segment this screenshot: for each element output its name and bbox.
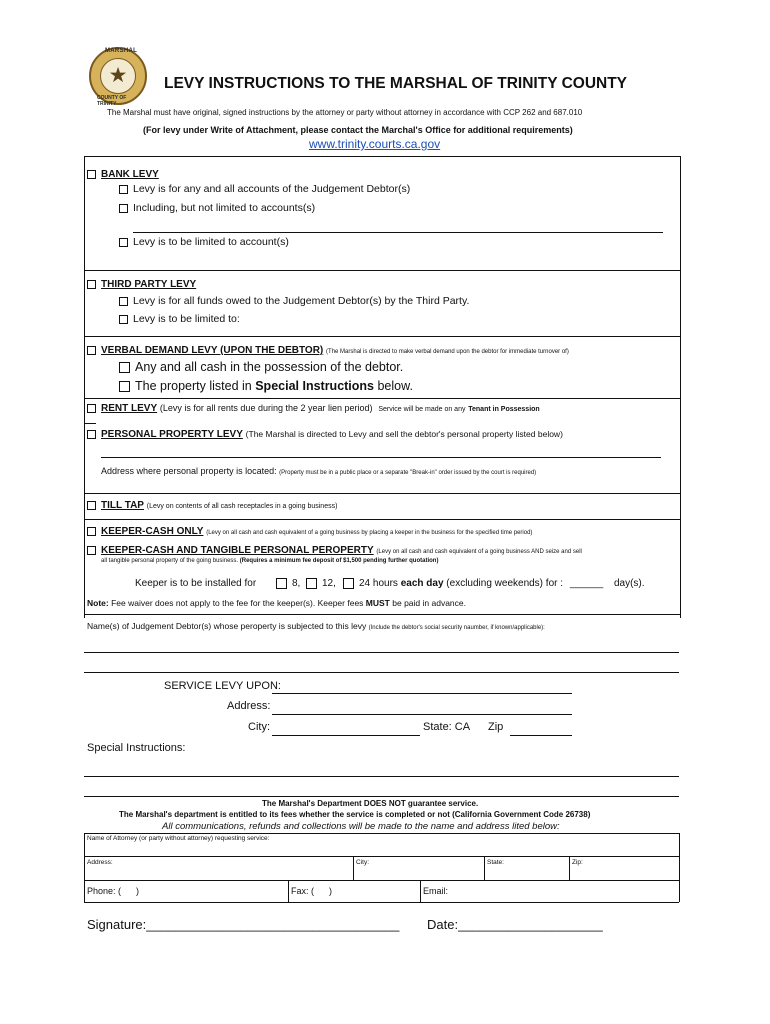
verbal-opt2-label: The property listed in <box>135 379 252 393</box>
fee-note <box>87 598 466 608</box>
table-border <box>84 833 85 902</box>
rent-levy-option[interactable] <box>87 403 540 414</box>
keeper-tangible-desc2: all tangible personal property of the going business. <box>101 558 239 564</box>
debtor-names-note: (Include the debtor's social security naumber, if known/applicable): <box>368 625 545 631</box>
keeper-each-day: each day <box>400 578 444 590</box>
subtitle: The Marshal must have original, signed instructions by the attorney or party without attorney in accordance with CCP 262 and 687.010 <box>107 108 583 117</box>
table-border <box>288 880 289 902</box>
page-title: LEVY INSTRUCTIONS TO THE MARSHAL OF TRINITY COUNTY <box>164 75 628 92</box>
date-field[interactable]: Date:____________________ <box>427 917 603 932</box>
table-border <box>84 833 679 834</box>
keeper-8-option[interactable] <box>276 578 300 589</box>
fee-note-text: Fee waiver does not apply to the fee for the keeper(s). Keeper fees <box>111 598 364 608</box>
verbal-demand-checkbox[interactable] <box>87 346 96 355</box>
bank-opt1[interactable] <box>119 183 410 195</box>
form-state-field[interactable]: State: <box>487 859 504 866</box>
divider <box>84 493 680 494</box>
bank-opt3-checkbox[interactable] <box>119 238 128 247</box>
form-zip-field[interactable]: Zip: <box>572 859 583 866</box>
bank-levy-heading: BANK LEVY <box>101 169 159 180</box>
third-party-checkbox[interactable] <box>87 280 96 289</box>
service-city-label: City: <box>248 721 270 733</box>
table-border <box>84 902 679 903</box>
personal-address-note: (Property must be in a public place or a separate "Break-in" order issued by the court is required) <box>279 470 537 476</box>
signature-field[interactable]: Signature:___________________________________ <box>87 917 400 932</box>
bank-opt1-label: Levy is for any and all accounts of the Judgement Debtor(s) <box>133 183 411 195</box>
personal-property-line[interactable] <box>101 457 661 458</box>
keeper-12-label: 12, <box>322 578 336 590</box>
keeper-cash-heading: KEEPER-CASH ONLY <box>101 526 204 537</box>
bank-opt3[interactable] <box>119 236 289 248</box>
special-instructions-line-1[interactable] <box>84 776 679 777</box>
personal-property-heading: PERSONAL PROPERTY LEVY <box>101 429 243 440</box>
box-right-border <box>680 156 681 618</box>
divider <box>84 336 680 337</box>
form-city-field[interactable]: City: <box>356 859 369 866</box>
box-left-border <box>84 156 85 618</box>
attorney-name-field[interactable]: Name of Attorney (or party without attorney) requesting service: <box>87 835 270 842</box>
third-party-heading: THIRD PARTY LEVY <box>101 279 197 290</box>
third-opt2-checkbox[interactable] <box>119 315 128 324</box>
debtor-names-label: Name(s) of Judgement Debtor(s) whose peroperty is subjected to this levy <box>87 621 367 631</box>
special-instructions-line-2[interactable] <box>84 796 679 797</box>
third-opt2-label: Levy is to be limited to: <box>133 313 240 325</box>
special-instructions-label: Special Instructions: <box>87 742 186 754</box>
keeper-cash-option[interactable] <box>87 526 532 537</box>
service-zip-label: Zip <box>488 721 504 733</box>
table-border <box>679 833 680 902</box>
keeper-12-checkbox[interactable] <box>306 578 317 589</box>
seal-bottom-text: COUNTY OF TRINITY <box>97 95 127 107</box>
debtor-names-line-2[interactable] <box>84 672 679 673</box>
verbal-demand-option[interactable] <box>87 345 569 356</box>
personal-property-desc: (The Marshal is directed to Levy and sell the debtor's personal property listed below) <box>245 429 563 439</box>
table-border <box>569 856 570 880</box>
keeper-tangible-desc: (Levy on all cash and cash equivalent of a going business AND seize and sell <box>376 549 582 555</box>
divider <box>84 398 680 399</box>
rent-service-text: Service will be made on any <box>378 406 466 413</box>
marshal-seal-logo <box>89 47 147 105</box>
bank-opt2-label: Including, but not limited to accounts(s) <box>133 202 316 214</box>
bank-opt2[interactable] <box>119 202 315 214</box>
verbal-opt1[interactable] <box>119 360 403 374</box>
keeper-8-checkbox[interactable] <box>276 578 287 589</box>
form-phone-field[interactable]: Phone: ( ) <box>87 886 140 896</box>
disclaimer-line-3: All communications, refunds and collections will be made to the name and address lited below: <box>162 821 560 832</box>
keeper-8-label: 8, <box>292 578 301 590</box>
table-border <box>420 880 421 902</box>
table-border <box>84 880 679 881</box>
till-tap-heading: TILL TAP <box>101 500 144 511</box>
service-city-line[interactable] <box>272 735 420 736</box>
till-tap-option[interactable] <box>87 500 337 511</box>
verbal-demand-heading: VERBAL DEMAND LEVY (UPON THE DEBTOR) <box>101 345 324 356</box>
personal-address-row <box>101 466 536 476</box>
form-fax-field[interactable]: Fax: ( ) <box>291 886 333 896</box>
service-address-label: Address: <box>227 700 271 712</box>
service-name-line[interactable] <box>272 693 572 694</box>
service-state-label: State: CA <box>423 721 471 733</box>
verbal-opt2[interactable] <box>119 379 413 393</box>
special-instructions-ref: Special Instructions <box>255 379 374 393</box>
till-tap-desc: (Levy on contents of all cash receptacles in a going business) <box>146 503 338 510</box>
box-top-border <box>84 156 680 157</box>
third-opt1[interactable] <box>119 295 469 307</box>
personal-property-option[interactable] <box>87 429 563 440</box>
service-zip-line[interactable] <box>510 735 572 736</box>
personal-address-label: Address where personal property is located: <box>101 466 277 476</box>
keeper-tangible-heading: KEEPER-CASH AND TANGIBLE PERSONAL PEROPERTY <box>101 545 374 556</box>
third-opt1-label: Levy is for all funds owed to the Judgement Debtor(s) by the Third Party. <box>133 295 470 307</box>
table-border <box>84 856 679 857</box>
star-icon: ★ <box>108 64 128 87</box>
verbal-opt2-suffix: below. <box>377 379 413 393</box>
keeper-days-label: day(s). <box>613 578 645 590</box>
bank-accounts-line[interactable] <box>133 232 663 233</box>
keeper-12-option[interactable] <box>306 578 336 589</box>
keeper-24-checkbox[interactable] <box>343 578 354 589</box>
keeper-deposit-note: (Requires a minimum fee deposit of $1,500 pending further quotation) <box>239 558 439 564</box>
personal-property-checkbox[interactable] <box>87 430 96 439</box>
verbal-opt2-checkbox[interactable] <box>119 381 130 392</box>
rent-levy-checkbox[interactable] <box>87 404 96 413</box>
fee-note-label: Note: <box>87 598 109 608</box>
form-address-field[interactable]: Address: <box>87 859 113 866</box>
box-bottom-border <box>84 614 680 615</box>
till-tap-checkbox[interactable] <box>87 501 96 510</box>
debtor-names-row <box>87 621 545 631</box>
verbal-opt1-checkbox[interactable] <box>119 362 130 373</box>
divider <box>84 423 96 424</box>
attachment-note: (For levy under Write of Attachment, please contact the Marchal's Office for additional requirements) <box>143 125 573 135</box>
fee-note-text2: be paid in advance. <box>392 598 466 608</box>
debtor-names-line-1[interactable] <box>84 652 679 653</box>
divider <box>84 519 680 520</box>
service-levy-label: SERVICE LEVY UPON: <box>164 680 281 692</box>
keeper-24-option[interactable] <box>343 578 645 589</box>
verbal-demand-note: (The Marshal is directed to make verbal demand upon the debtor for immediate turnover of) <box>326 349 569 355</box>
table-border <box>353 856 354 880</box>
divider <box>84 270 680 271</box>
fee-note-must: MUST <box>365 598 390 608</box>
disclaimer-line-2: The Marshal's department is entitled to its fees whether the service is completed or not (California Government Code 26738) <box>119 810 591 819</box>
keeper-days-blank[interactable]: ______ <box>569 578 604 590</box>
third-opt2[interactable] <box>119 313 240 325</box>
bank-levy-option[interactable] <box>87 169 159 180</box>
bank-opt3-label: Levy is to be limited to account(s) <box>133 236 289 248</box>
keeper-tangible-option[interactable] <box>87 545 582 556</box>
seal-top-text: MARSHAL <box>105 48 138 54</box>
keeper-tangible-checkbox[interactable] <box>87 546 96 555</box>
keeper-cash-checkbox[interactable] <box>87 527 96 536</box>
third-opt1-checkbox[interactable] <box>119 297 128 306</box>
bank-opt2-checkbox[interactable] <box>119 204 128 213</box>
form-email-field[interactable]: Email: <box>423 886 449 896</box>
service-address-line[interactable] <box>272 714 572 715</box>
bank-levy-checkbox[interactable] <box>87 170 96 179</box>
third-party-option[interactable] <box>87 279 196 290</box>
verbal-opt1-label: Any and all cash in the possession of the debtor. <box>135 360 404 374</box>
keeper-tangible-desc2-row <box>101 558 438 564</box>
disclaimer-line-1: The Marshal's Department DOES NOT guarantee service. <box>262 799 479 808</box>
table-border <box>484 856 485 880</box>
rent-levy-desc: (Levy is for all rents due during the 2 year lien period) <box>159 403 373 413</box>
rent-levy-heading: RENT LEVY <box>101 403 158 414</box>
bank-opt1-checkbox[interactable] <box>119 185 128 194</box>
keeper-24-label: 24 hours <box>359 578 398 590</box>
keeper-install-label: Keeper is to be installed for <box>135 578 257 589</box>
keeper-24-suffix: (excluding weekends) for : <box>446 578 564 590</box>
rent-tenant-text: Tenant in Possession <box>468 406 540 413</box>
keeper-cash-desc: (Levy on all cash and cash equivalent of a going business by placing a keeper in the business for the specified time period) <box>206 530 533 536</box>
website-link[interactable]: www.trinity.courts.ca.gov <box>309 137 441 151</box>
